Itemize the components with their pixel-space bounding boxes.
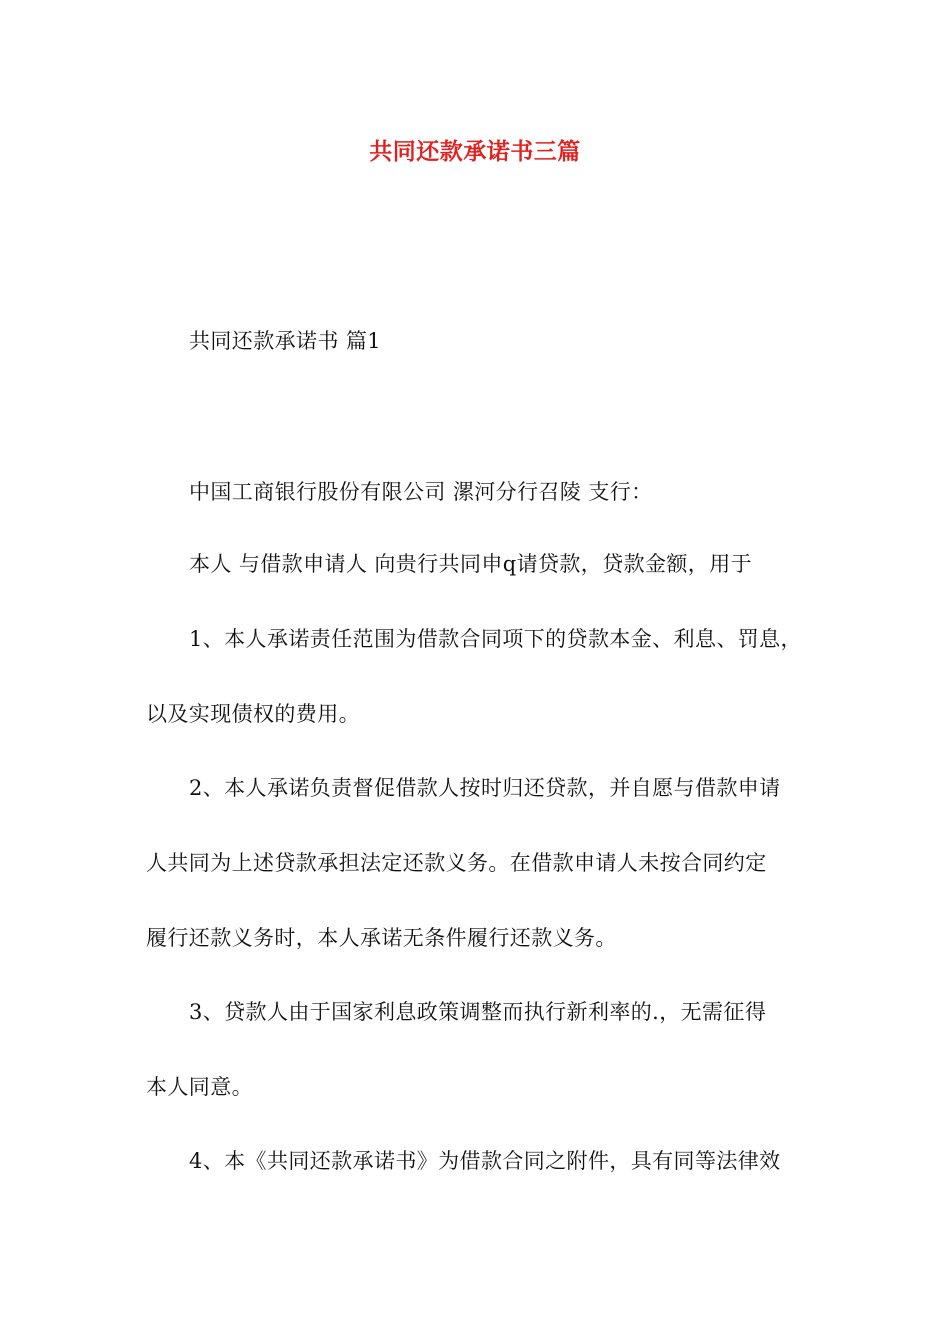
body-text-line: 1、本人承诺责任范围为借款合同项下的贷款本金、利息、罚息， [189,627,802,651]
body-text-line: 人共同为上述贷款承担法定还款义务。在借款申请人未按合同约定 [146,851,767,875]
body-text-line: 2、本人承诺负责督促借款人按时归还贷款，并自愿与借款申请 [189,776,781,800]
body-text-line: 以及实现债权的费用。 [146,702,360,726]
body-text-line: 4、本《共同还款承诺书》为借款合同之附件，具有同等法律效 [189,1149,781,1173]
section-heading: 共同还款承诺书 篇1 [189,329,382,353]
body-text-line: 本人同意。 [146,1075,253,1099]
document-title: 共同还款承诺书三篇 [369,138,581,165]
body-text-line: 本人 与借款申请人 向贵行共同申q请贷款，贷款金额，用于 [189,552,752,576]
addressee-line: 中国工商银行股份有限公司 漯河分行召陵 支行： [189,480,653,504]
body-text-line: 履行还款义务时，本人承诺无条件履行还款义务。 [146,926,617,950]
body-text-line: 3、贷款人由于国家利息政策调整而执行新利率的.，无需征得 [189,1000,767,1024]
